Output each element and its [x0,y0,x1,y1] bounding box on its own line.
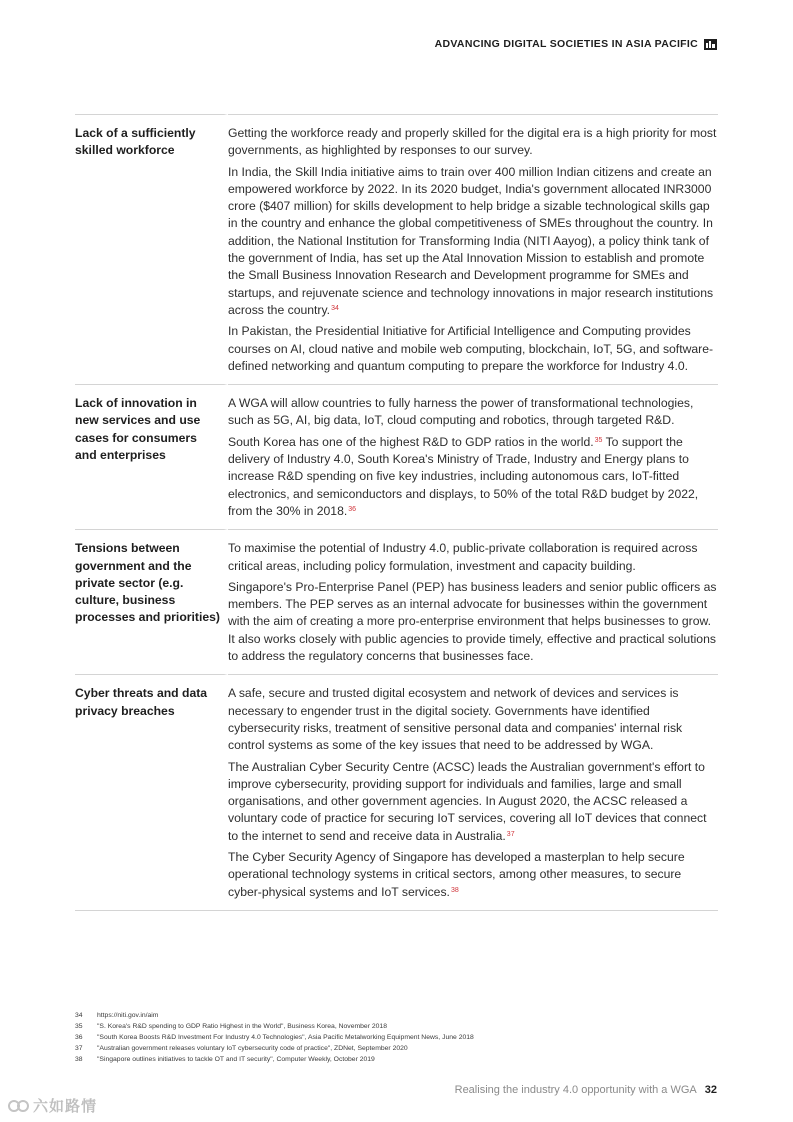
city-skyline-icon [704,39,717,50]
paragraph-text: In India, the Skill India initiative aims to train over 400 million Indian citizens and create an empowered workforce by 2022. In its 2020 budget, India's government allocated INR3000 crore ($407 million) for skills development to help bridge a sizable technological skills gap in the country and enhance the global competitiveness of SMEs throughout the country. In addition, the National Institution for Transforming India (NITI Aayog), a policy think tank of the government of India, has set up the Atal Innovation Mission to establish and promote the Small Business Innovation Research and Development programme for SMEs and startups, and rejuvenate science and technology innovations in major research institutions across the country. [228,164,714,317]
paragraph-text: South Korea has one of the highest R&D to GDP ratios in the world. [228,434,594,449]
footnote-ref: 37 [506,830,515,838]
challenges-table [75,114,718,911]
watermark-text: 六如路情 [33,1098,98,1115]
table-row [75,114,718,384]
footnote [75,1043,715,1054]
footnote-number: 37 [75,1045,83,1052]
paragraph [228,685,718,754]
row-label: Tensions between government and the private sector (e.g. culture, business processes and priorities) [75,529,228,674]
footnote-text: "South Korea Boosts R&D Investment For Industry 4.0 Technologies", Asia Pacific Metalworking Equipment News, June 2018 [97,1034,474,1041]
paragraph [228,434,718,520]
table-row [75,674,718,910]
footnote-ref: 38 [450,886,459,894]
footnote [75,1010,715,1021]
watermark-logo-icon [8,1099,30,1113]
row-label: Lack of innovation in new services and use cases for consumers and enterprises [75,384,228,529]
page-footer [455,1084,717,1096]
paragraph-text: A safe, secure and trusted digital ecosystem and network of devices and services is necessary to engender trust in the digital society. Governments have identified cybersecurity risks, treatment of sensitive personal data and companies' internal risk control systems as some of the key issues that need to be addressed by WGA. [228,686,683,753]
footnote-ref: 34 [331,304,339,312]
paragraph-text: To maximise the potential of Industry 4.0, public-private collaboration is required across critical areas, including policy formulation, investment and capacity building. [228,541,698,573]
footnote-ref: 35 [594,436,603,444]
paragraph [228,125,718,160]
paragraph-text: Getting the workforce ready and properly skilled for the digital era is a high priority for most governments, as highlighted by responses to our survey. [228,126,717,158]
footnote-number: 34 [75,1012,83,1019]
table-row [75,384,718,529]
paragraph-text: To support the delivery of Industry 4.0, South Korea's Ministry of Trade, Industry and Energy plans to increase R&D spending on five key industries, including autonomous cars, IoT-fitted electronics, and semiconductors and displays, to 50% of the total R&D budget by 2022, from the 30% in 2018. [228,434,699,518]
header-title: ADVANCING DIGITAL SOCIETIES IN ASIA PACIFIC [434,38,698,50]
row-content [228,674,718,910]
footnote-number: 35 [75,1023,83,1030]
row-content [228,529,718,674]
paragraph-text: In Pakistan, the Presidential Initiative for Artificial Intelligence and Computing provides courses on AI, cloud native and mobile web computing, blockchain, IoT, 5G, and software-defined networking and quantum computing to prepare the workforce for Industry 4.0. [228,324,714,373]
table-row [75,529,718,674]
page-number: 32 [704,1084,717,1096]
footnotes [75,1010,715,1065]
paragraph-text: The Australian Cyber Security Centre (ACSC) leads the Australian government's effort to improve cybersecurity, providing support for individuals and families, large and small organisations, and other government agencies. In August 2020, the ACSC released a voluntary code of practice for securing IoT services, covering all IoT devices that connect to the internet to send and receive data in Australia. [228,759,707,843]
watermark [8,1095,97,1116]
paragraph [228,579,718,665]
paragraph [228,540,718,575]
footnote-text: https://niti.gov.in/aim [97,1012,159,1019]
footnote-number: 36 [75,1034,83,1041]
footnote-ref: 36 [348,505,357,513]
paragraph [228,849,718,901]
footnote [75,1054,715,1065]
footnote [75,1021,715,1032]
row-label: Lack of a sufficiently skilled workforce [75,114,228,384]
row-label: Cyber threats and data privacy breaches [75,674,228,910]
footer-text: Realising the industry 4.0 opportunity with a WGA [454,1084,697,1096]
footnote-number: 38 [75,1056,83,1063]
table-bottom-rule [75,910,718,911]
paragraph [228,395,718,430]
footnote-text: "Australian government releases voluntary IoT cybersecurity code of practice", ZDNet, September 2020 [97,1045,408,1052]
footnote [75,1032,715,1043]
row-content [228,114,718,384]
paragraph-text: The Cyber Security Agency of Singapore has developed a masterplan to help secure operational technology systems in critical sectors, among other measures, to secure cyber-physical systems and IoT services. [228,849,685,899]
paragraph [228,759,718,845]
footnote-text: "Singapore outlines initiatives to tackle OT and IT security", Computer Weekly, October 2019 [97,1056,375,1063]
paragraph [228,323,718,375]
running-header [435,38,717,50]
row-content [228,384,718,529]
paragraph [228,164,718,320]
paragraph-text: A WGA will allow countries to fully harness the power of transformational technologies, such as 5G, AI, big data, IoT, cloud computing and robotics, through targeted R&D. [228,396,694,428]
footnote-text: "S. Korea's R&D spending to GDP Ratio Highest in the World", Business Korea, November 2018 [97,1023,387,1030]
paragraph-text: Singapore's Pro-Enterprise Panel (PEP) has business leaders and senior public officers as members. The PEP serves as an internal advocate for businesses within the government with the aim of creating a more pro-enterprise environment that helps businesses to grow. It also works closely with public agencies to provide timely, effective and practical solutions to address the regulatory concerns that businesses face. [228,579,717,664]
